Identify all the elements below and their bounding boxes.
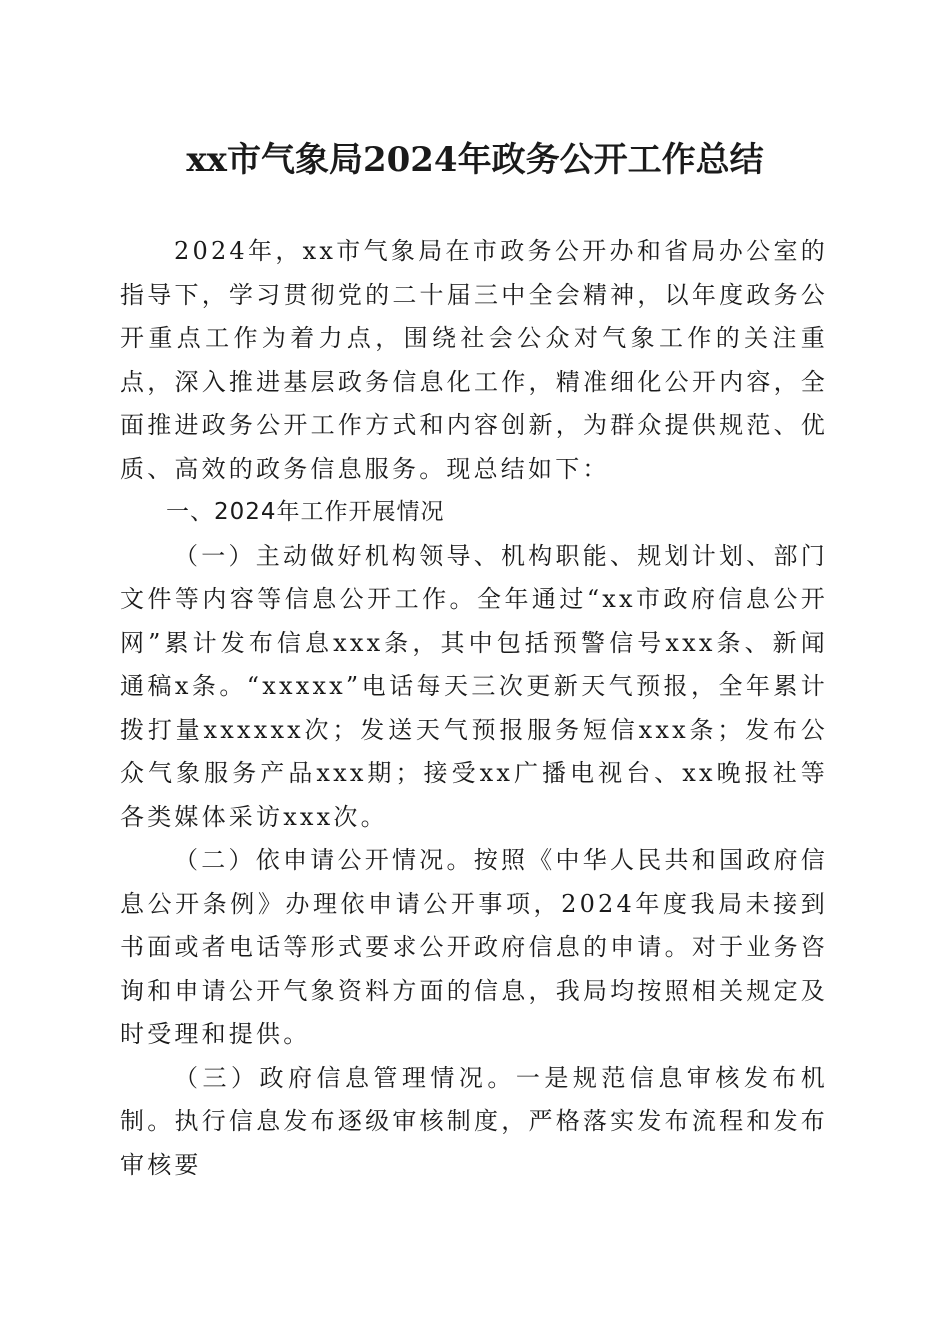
section-heading-1: 一、2024年工作开展情况 bbox=[166, 499, 445, 525]
subsection-1-text: 全年通过“xx市政府信息公开网”累计发布信息xxx条，其中包括预警信号xxx条、新闻通稿x条。“xxxxx”电话每天三次更新天气预报，全年累计拨打量xxxxxx次；发送天气预报服务短信xxx条；发布公众气象服务产品xxx期；接受xx广播电视台、xx晚报社等各类媒体采访xxx次。 bbox=[120, 585, 828, 831]
document-body bbox=[120, 230, 828, 1187]
subsection-3-text: 一是规范信息审核发布机制。执行信息发布逐级审核制度，严格落实发布流程和发布审核要 bbox=[120, 1063, 828, 1179]
subsection-3-paragraph bbox=[120, 1057, 828, 1188]
subsection-2-text: 按照《中华人民共和国政府信息公开条例》办理依申请公开事项，2024年度我局未接到书面或者电话等形式要求公开政府信息的申请。对于业务咨询和申请公开气象资料方面的信息，我局均按照相关规定及时受理和提供。 bbox=[120, 846, 828, 1048]
subsection-1-paragraph bbox=[120, 535, 828, 840]
subsection-3-label: （三）政府信息管理情况。 bbox=[174, 1063, 516, 1092]
subsection-2-paragraph bbox=[120, 839, 828, 1057]
intro-paragraph: 2024年，xx市气象局在市政务公开办和省局办公室的指导下，学习贯彻党的二十届三中全会精神，以年度政务公开重点工作为着力点，围绕社会公众对气象工作的关注重点，深入推进基层政务信息化工作，精准细化公开内容，全面推进政务公开工作方式和内容创新，为群众提供规范、优质、高效的政务信息服务。现总结如下： bbox=[120, 237, 828, 483]
subsection-2-label: （二）依申请公开情况。 bbox=[174, 846, 474, 874]
subsection-1-label: （一）主动做好机构领导、机构职能、规划计划、部门文件等内容等信息公开工作。 bbox=[120, 541, 828, 613]
document-title: xx市气象局2024年政务公开工作总结 bbox=[186, 140, 764, 180]
